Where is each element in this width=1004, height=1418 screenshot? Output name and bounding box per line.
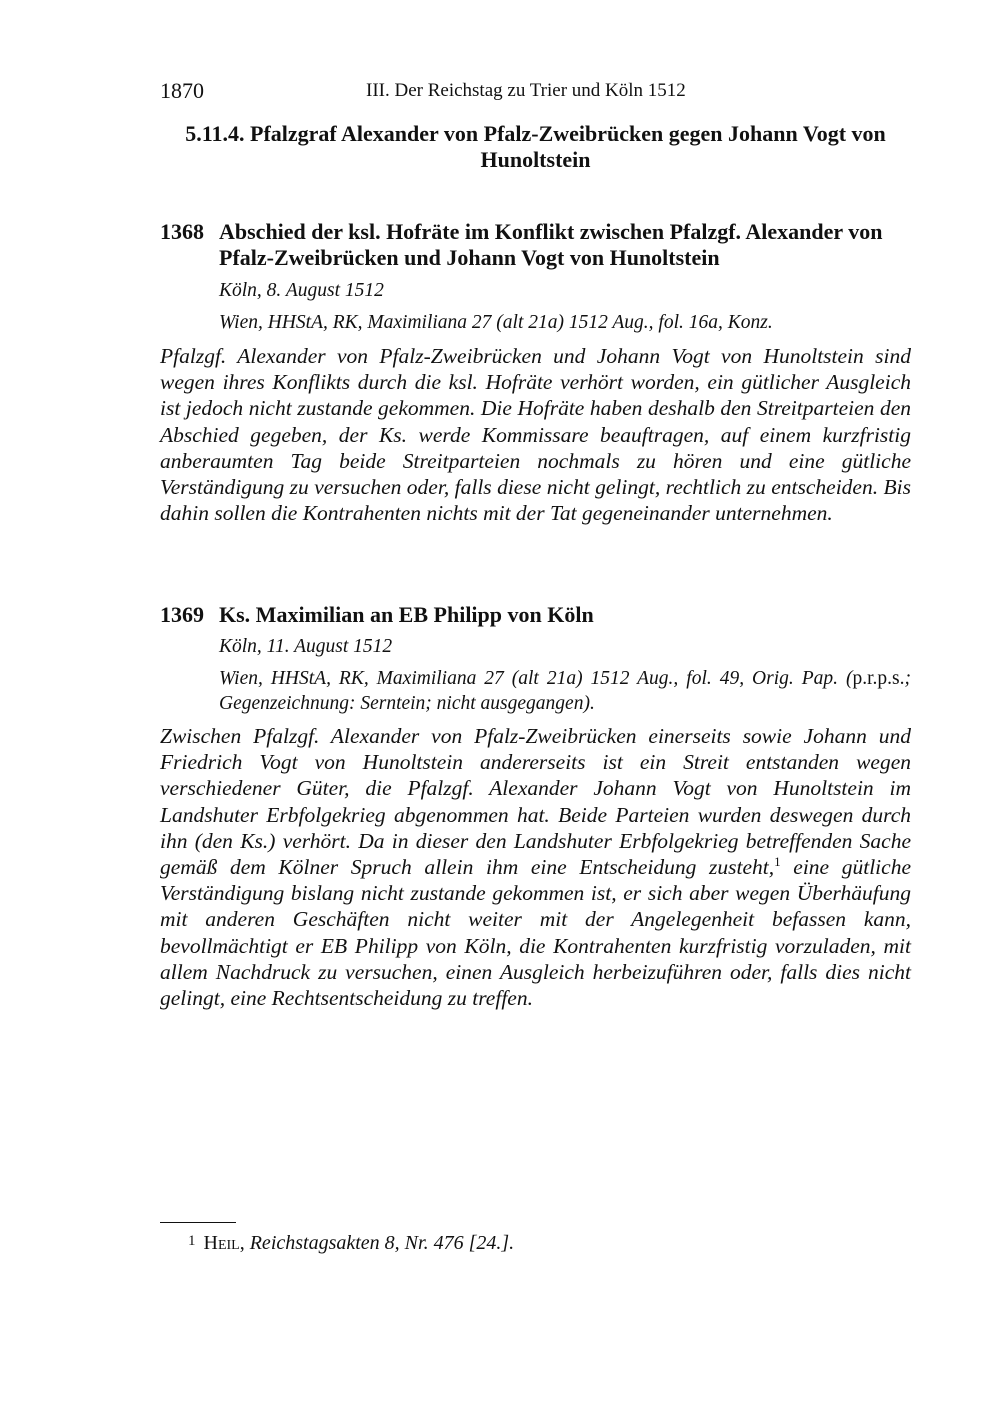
abstract-text-part1: Zwischen Pfalzgf. Alexander von Pfalz-Zweibrücken einerseits sowie Johann und Friedrich Vogt von Hunoltstein andererseits ist ein Streit entstanden wegen verschiedener Güter, die Pfalzgf. Alexander Johann Vogt von Hunoltstein im Landshuter Erbfolgekrieg abgenommen hat. Beide Parteien wurden deswegen durch ihn (den Ks.) verhört. Da in dieser den Landshuter Erbfolgekrieg betreffenden Sache gemäß dem Kölner Spruch allein ihm eine Entscheidung zusteht,	[160, 724, 911, 880]
running-head	[160, 78, 911, 108]
document-abstract	[160, 343, 911, 526]
source-abbreviation: p.r.p.s.	[852, 668, 905, 689]
document-source: Wien, HHStA, RK, Maximiliana 27 (alt 21a) 1512 Aug., fol. 16a, Konz.	[219, 312, 773, 333]
abstract-text: Pfalzgf. Alexander von Pfalz-Zweibrücken und Johann Vogt von Hunoltstein sind wegen ihres Konflikts durch die ksl. Hofräte verhört worden, ein gütlicher Ausgleich ist jedoch nicht zustande gekommen. Die Hofräte haben deshalb den Streitparteien den Abschied gegeben, der Ks. werde Kommissare beauftragen, auf einem kurzfristig anberaumten Tag beide Streitparteien nochmals zu hören und eine gütliche Verständigung zu versuchen oder, falls diese nicht gelingt, rechtlich zu entscheiden. Bis dahin sollen die Kontrahenten nichts mit der Tat gegeneinander unternehmen.	[160, 344, 911, 526]
document-number: 1368	[160, 219, 204, 244]
footnote-rule	[160, 1222, 236, 1223]
document-source	[219, 666, 911, 716]
running-title: III. Der Reichstag zu Trier und Köln 1512	[366, 80, 686, 101]
document-date: Köln, 8. August 1512	[219, 280, 384, 301]
footnote-separator: ,	[239, 1232, 250, 1254]
footnote-text: Reichstagsakten 8, Nr. 476 [24.].	[249, 1232, 515, 1254]
document-heading-1369	[160, 602, 911, 628]
document-number: 1369	[160, 602, 204, 627]
abstract-text	[160, 723, 911, 1011]
source-text: Wien, HHStA, RK, Maximiliana 27 (alt 21a) 1512 Aug., fol. 49, Orig. Pap. (	[219, 668, 853, 689]
section-title: 5.11.4. Pfalzgraf Alexander von Pfalz-Zweibrücken gegen Johann Vogt von Hunoltstein	[185, 121, 886, 172]
footnote-reference[interactable]: 1	[774, 853, 781, 869]
document-date: Köln, 11. August 1512	[219, 636, 393, 657]
document-title: Ks. Maximilian an EB Philipp von Köln	[219, 602, 594, 627]
footnote-number: 1	[188, 1233, 196, 1249]
document-abstract	[160, 723, 911, 1011]
footnote	[188, 1228, 908, 1256]
document-title: Abschied der ksl. Hofräte im Konflikt zwischen Pfalzgf. Alexander von Pfalz-Zweibrücken und Johann Vogt von Hunoltstein	[219, 219, 883, 270]
footnote-author: Heil	[203, 1232, 240, 1254]
document-heading-1368	[160, 219, 911, 271]
source-text-continued: ; Gegenzeichnung: Serntein; nicht ausgegangen).	[219, 668, 911, 714]
abstract-text-part2: eine gütliche Verständigung bislang nicht zustande gekommen ist, er sich aber wegen Überhäufung mit anderen Geschäften nicht weiter mit der Angelegenheit befassen kann, bevollmächtigt er EB Philipp von Köln, die Kontrahenten kurzfristig vorzuladen, mit allem Nachdruck zu versuchen, einen Ausgleich herbeizuführen oder, falls dies nicht gelingt, eine Rechtsentscheidung zu treffen.	[160, 855, 911, 1011]
page-number: 1870	[160, 78, 204, 103]
